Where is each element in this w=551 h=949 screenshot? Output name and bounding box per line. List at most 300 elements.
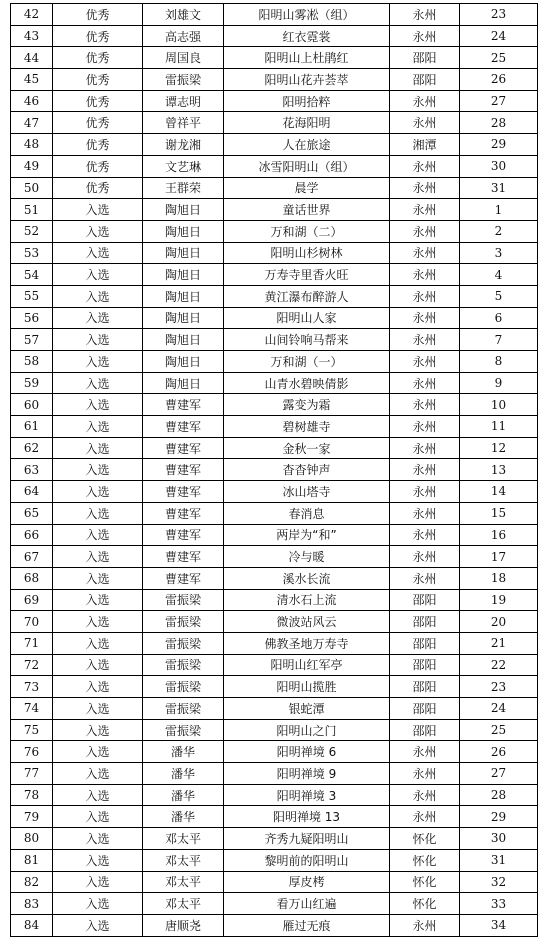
work-title-cell: 溪水长流 [224,567,390,589]
work-title-cell: 山青水碧映倩影 [224,372,390,394]
award-level-cell: 入选 [53,676,143,698]
entry-number-cell: 79 [11,806,53,828]
table-row [11,502,538,524]
award-level-cell: 优秀 [53,90,143,112]
table-row [11,524,538,546]
entry-number-cell: 44 [11,47,53,69]
results-table-body [11,4,538,937]
work-title-cell: 阳明山之门 [224,719,390,741]
entry-number-cell: 69 [11,589,53,611]
entry-number-cell: 55 [11,285,53,307]
award-level-cell: 优秀 [53,4,143,26]
sequence-number-cell: 29 [460,806,538,828]
author-name-cell: 雷振梁 [143,611,224,633]
author-name-cell: 陶旭日 [143,199,224,221]
sequence-number-cell: 30 [460,155,538,177]
table-row [11,4,538,26]
sequence-number-cell: 22 [460,654,538,676]
table-row [11,90,538,112]
sequence-number-cell: 13 [460,459,538,481]
table-row [11,264,538,286]
table-row [11,893,538,915]
award-level-cell: 优秀 [53,177,143,199]
author-name-cell: 唐顺尧 [143,914,224,936]
table-row [11,546,538,568]
entry-number-cell: 45 [11,69,53,91]
award-level-cell: 入选 [53,893,143,915]
award-level-cell: 优秀 [53,25,143,47]
table-row [11,632,538,654]
award-level-cell: 入选 [53,329,143,351]
sequence-number-cell: 23 [460,676,538,698]
table-row [11,763,538,785]
award-level-cell: 入选 [53,914,143,936]
sequence-number-cell: 19 [460,589,538,611]
entry-number-cell: 46 [11,90,53,112]
table-row [11,242,538,264]
entry-number-cell: 80 [11,828,53,850]
table-row [11,134,538,156]
entry-number-cell: 54 [11,264,53,286]
entry-number-cell: 49 [11,155,53,177]
table-row [11,47,538,69]
sequence-number-cell: 27 [460,763,538,785]
work-title-cell: 红衣霓裳 [224,25,390,47]
entry-number-cell: 47 [11,112,53,134]
work-title-cell: 杳杳钟声 [224,459,390,481]
author-name-cell: 潘华 [143,806,224,828]
table-row [11,25,538,47]
award-level-cell: 入选 [53,849,143,871]
table-row [11,459,538,481]
sequence-number-cell: 28 [460,112,538,134]
author-name-cell: 曾祥平 [143,112,224,134]
region-cell: 永州 [390,502,460,524]
work-title-cell: 齐秀九疑阳明山 [224,828,390,850]
table-row [11,611,538,633]
sequence-number-cell: 21 [460,632,538,654]
table-row [11,806,538,828]
table-row [11,351,538,373]
entry-number-cell: 52 [11,220,53,242]
award-level-cell: 入选 [53,567,143,589]
award-level-cell: 入选 [53,437,143,459]
sequence-number-cell: 24 [460,25,538,47]
sequence-number-cell: 31 [460,177,538,199]
table-row [11,481,538,503]
author-name-cell: 曹建军 [143,546,224,568]
work-title-cell: 花海阳明 [224,112,390,134]
table-row [11,914,538,936]
author-name-cell: 邓太平 [143,893,224,915]
author-name-cell: 潘华 [143,784,224,806]
region-cell: 永州 [390,546,460,568]
award-level-cell: 入选 [53,220,143,242]
award-level-cell: 入选 [53,502,143,524]
award-level-cell: 入选 [53,741,143,763]
work-title-cell: 冰山塔寺 [224,481,390,503]
table-row [11,307,538,329]
region-cell: 怀化 [390,828,460,850]
region-cell: 怀化 [390,893,460,915]
table-row [11,698,538,720]
sequence-number-cell: 30 [460,828,538,850]
sequence-number-cell: 1 [460,199,538,221]
region-cell: 永州 [390,90,460,112]
table-row [11,654,538,676]
award-level-cell: 入选 [53,632,143,654]
sequence-number-cell: 24 [460,698,538,720]
award-level-cell: 优秀 [53,155,143,177]
sequence-number-cell: 25 [460,47,538,69]
entry-number-cell: 74 [11,698,53,720]
sequence-number-cell: 33 [460,893,538,915]
work-title-cell: 阳明山揽胜 [224,676,390,698]
region-cell: 永州 [390,242,460,264]
entry-number-cell: 43 [11,25,53,47]
work-title-cell: 万和湖（一） [224,351,390,373]
table-row [11,828,538,850]
work-title-cell: 阳明山红军亭 [224,654,390,676]
table-row [11,589,538,611]
region-cell: 怀化 [390,849,460,871]
sequence-number-cell: 23 [460,4,538,26]
author-name-cell: 曹建军 [143,459,224,481]
author-name-cell: 周国良 [143,47,224,69]
author-name-cell: 陶旭日 [143,351,224,373]
region-cell: 邵阳 [390,611,460,633]
author-name-cell: 王群荣 [143,177,224,199]
region-cell: 永州 [390,784,460,806]
entry-number-cell: 51 [11,199,53,221]
table-row [11,719,538,741]
region-cell: 永州 [390,220,460,242]
work-title-cell: 阳明山人家 [224,307,390,329]
author-name-cell: 高志强 [143,25,224,47]
table-row [11,155,538,177]
author-name-cell: 陶旭日 [143,372,224,394]
sequence-number-cell: 18 [460,567,538,589]
award-level-cell: 优秀 [53,47,143,69]
award-level-cell: 入选 [53,307,143,329]
entry-number-cell: 82 [11,871,53,893]
author-name-cell: 雷振梁 [143,69,224,91]
region-cell: 永州 [390,285,460,307]
table-row [11,416,538,438]
entry-number-cell: 50 [11,177,53,199]
work-title-cell: 阳明禅境 3 [224,784,390,806]
author-name-cell: 谢龙湘 [143,134,224,156]
region-cell: 永州 [390,914,460,936]
award-level-cell: 入选 [53,416,143,438]
region-cell: 邵阳 [390,676,460,698]
region-cell: 邵阳 [390,654,460,676]
award-level-cell: 优秀 [53,112,143,134]
region-cell: 邵阳 [390,632,460,654]
entry-number-cell: 60 [11,394,53,416]
table-row [11,112,538,134]
sequence-number-cell: 12 [460,437,538,459]
work-title-cell: 阳明禅境 9 [224,763,390,785]
sequence-number-cell: 17 [460,546,538,568]
author-name-cell: 邓太平 [143,871,224,893]
table-row [11,69,538,91]
region-cell: 永州 [390,763,460,785]
sequence-number-cell: 27 [460,90,538,112]
table-row [11,676,538,698]
award-level-cell: 入选 [53,459,143,481]
sequence-number-cell: 25 [460,719,538,741]
region-cell: 永州 [390,567,460,589]
table-row [11,437,538,459]
work-title-cell: 黎明前的阳明山 [224,849,390,871]
award-level-cell: 入选 [53,199,143,221]
region-cell: 永州 [390,4,460,26]
entry-number-cell: 61 [11,416,53,438]
award-level-cell: 入选 [53,481,143,503]
entry-number-cell: 62 [11,437,53,459]
entry-number-cell: 53 [11,242,53,264]
region-cell: 永州 [390,459,460,481]
region-cell: 永州 [390,416,460,438]
award-level-cell: 入选 [53,784,143,806]
results-table [10,3,538,937]
award-level-cell: 优秀 [53,69,143,91]
award-level-cell: 入选 [53,372,143,394]
entry-number-cell: 64 [11,481,53,503]
work-title-cell: 清水石上流 [224,589,390,611]
work-title-cell: 阳明禅境 13 [224,806,390,828]
work-title-cell: 万寿寺里香火旺 [224,264,390,286]
entry-number-cell: 81 [11,849,53,871]
author-name-cell: 雷振梁 [143,589,224,611]
author-name-cell: 曹建军 [143,394,224,416]
region-cell: 邵阳 [390,719,460,741]
region-cell: 邵阳 [390,589,460,611]
work-title-cell: 两岸为“和” [224,524,390,546]
entry-number-cell: 65 [11,502,53,524]
author-name-cell: 陶旭日 [143,220,224,242]
sequence-number-cell: 20 [460,611,538,633]
sequence-number-cell: 31 [460,849,538,871]
work-title-cell: 冷与暖 [224,546,390,568]
award-level-cell: 入选 [53,654,143,676]
region-cell: 湘潭 [390,134,460,156]
author-name-cell: 陶旭日 [143,307,224,329]
work-title-cell: 厚皮栲 [224,871,390,893]
author-name-cell: 雷振梁 [143,654,224,676]
entry-number-cell: 73 [11,676,53,698]
region-cell: 永州 [390,741,460,763]
sequence-number-cell: 28 [460,784,538,806]
sequence-number-cell: 4 [460,264,538,286]
sequence-number-cell: 9 [460,372,538,394]
region-cell: 永州 [390,155,460,177]
award-level-cell: 入选 [53,871,143,893]
region-cell: 永州 [390,264,460,286]
author-name-cell: 曹建军 [143,524,224,546]
award-level-cell: 入选 [53,285,143,307]
table-row [11,741,538,763]
entry-number-cell: 66 [11,524,53,546]
work-title-cell: 晨学 [224,177,390,199]
region-cell: 永州 [390,372,460,394]
award-level-cell: 入选 [53,242,143,264]
work-title-cell: 春消息 [224,502,390,524]
sequence-number-cell: 26 [460,69,538,91]
work-title-cell: 阳明山上杜鹃红 [224,47,390,69]
award-level-cell: 入选 [53,806,143,828]
sequence-number-cell: 32 [460,871,538,893]
author-name-cell: 陶旭日 [143,264,224,286]
table-row [11,567,538,589]
region-cell: 永州 [390,437,460,459]
award-level-cell: 入选 [53,264,143,286]
author-name-cell: 邓太平 [143,849,224,871]
work-title-cell: 雁过无痕 [224,914,390,936]
author-name-cell: 曹建军 [143,437,224,459]
award-level-cell: 优秀 [53,134,143,156]
sequence-number-cell: 14 [460,481,538,503]
award-level-cell: 入选 [53,611,143,633]
author-name-cell: 陶旭日 [143,329,224,351]
region-cell: 永州 [390,394,460,416]
region-cell: 永州 [390,25,460,47]
region-cell: 永州 [390,112,460,134]
region-cell: 永州 [390,307,460,329]
entry-number-cell: 58 [11,351,53,373]
author-name-cell: 雷振梁 [143,698,224,720]
entry-number-cell: 83 [11,893,53,915]
work-title-cell: 看万山红遍 [224,893,390,915]
table-row [11,199,538,221]
sequence-number-cell: 5 [460,285,538,307]
sequence-number-cell: 8 [460,351,538,373]
award-level-cell: 入选 [53,719,143,741]
region-cell: 邵阳 [390,47,460,69]
table-row [11,177,538,199]
work-title-cell: 万和湖（二） [224,220,390,242]
author-name-cell: 曹建军 [143,481,224,503]
entry-number-cell: 72 [11,654,53,676]
award-level-cell: 入选 [53,351,143,373]
sequence-number-cell: 7 [460,329,538,351]
region-cell: 永州 [390,199,460,221]
work-title-cell: 阳明山花卉荟萃 [224,69,390,91]
author-name-cell: 邓太平 [143,828,224,850]
region-cell: 永州 [390,177,460,199]
table-row [11,871,538,893]
work-title-cell: 微波站风云 [224,611,390,633]
entry-number-cell: 71 [11,632,53,654]
work-title-cell: 阳明山杉树林 [224,242,390,264]
author-name-cell: 潘华 [143,741,224,763]
table-row [11,329,538,351]
region-cell: 永州 [390,524,460,546]
work-title-cell: 童话世界 [224,199,390,221]
award-level-cell: 入选 [53,589,143,611]
work-title-cell: 佛教圣地万寿寺 [224,632,390,654]
author-name-cell: 雷振梁 [143,632,224,654]
award-level-cell: 入选 [53,394,143,416]
author-name-cell: 刘雄文 [143,4,224,26]
entry-number-cell: 75 [11,719,53,741]
region-cell: 永州 [390,481,460,503]
sequence-number-cell: 29 [460,134,538,156]
work-title-cell: 金秋一家 [224,437,390,459]
author-name-cell: 曹建军 [143,502,224,524]
entry-number-cell: 70 [11,611,53,633]
entry-number-cell: 59 [11,372,53,394]
region-cell: 邵阳 [390,69,460,91]
region-cell: 永州 [390,806,460,828]
table-row [11,784,538,806]
region-cell: 怀化 [390,871,460,893]
sequence-number-cell: 11 [460,416,538,438]
award-level-cell: 入选 [53,546,143,568]
work-title-cell: 碧树雄寺 [224,416,390,438]
table-row [11,372,538,394]
work-title-cell: 阳明禅境 6 [224,741,390,763]
author-name-cell: 雷振梁 [143,719,224,741]
entry-number-cell: 84 [11,914,53,936]
entry-number-cell: 63 [11,459,53,481]
work-title-cell: 人在旅途 [224,134,390,156]
author-name-cell: 陶旭日 [143,285,224,307]
author-name-cell: 谭志明 [143,90,224,112]
sequence-number-cell: 26 [460,741,538,763]
author-name-cell: 曹建军 [143,567,224,589]
entry-number-cell: 48 [11,134,53,156]
award-level-cell: 入选 [53,828,143,850]
award-level-cell: 入选 [53,763,143,785]
entry-number-cell: 57 [11,329,53,351]
work-title-cell: 黄江瀑布醉游人 [224,285,390,307]
sequence-number-cell: 34 [460,914,538,936]
author-name-cell: 曹建军 [143,416,224,438]
table-row [11,394,538,416]
region-cell: 永州 [390,329,460,351]
author-name-cell: 文艺琳 [143,155,224,177]
entry-number-cell: 56 [11,307,53,329]
sequence-number-cell: 6 [460,307,538,329]
region-cell: 永州 [390,351,460,373]
entry-number-cell: 78 [11,784,53,806]
table-row [11,849,538,871]
work-title-cell: 阳明山雾凇（组） [224,4,390,26]
entry-number-cell: 77 [11,763,53,785]
award-level-cell: 入选 [53,524,143,546]
table-row [11,220,538,242]
author-name-cell: 陶旭日 [143,242,224,264]
entry-number-cell: 68 [11,567,53,589]
entry-number-cell: 42 [11,4,53,26]
author-name-cell: 潘华 [143,763,224,785]
sequence-number-cell: 2 [460,220,538,242]
entry-number-cell: 67 [11,546,53,568]
work-title-cell: 冰雪阳明山（组） [224,155,390,177]
work-title-cell: 阳明拾粹 [224,90,390,112]
work-title-cell: 银蛇潭 [224,698,390,720]
sequence-number-cell: 16 [460,524,538,546]
author-name-cell: 雷振梁 [143,676,224,698]
work-title-cell: 山间铃响马帮来 [224,329,390,351]
table-row [11,285,538,307]
sequence-number-cell: 10 [460,394,538,416]
award-level-cell: 入选 [53,698,143,720]
work-title-cell: 露变为霜 [224,394,390,416]
region-cell: 邵阳 [390,698,460,720]
